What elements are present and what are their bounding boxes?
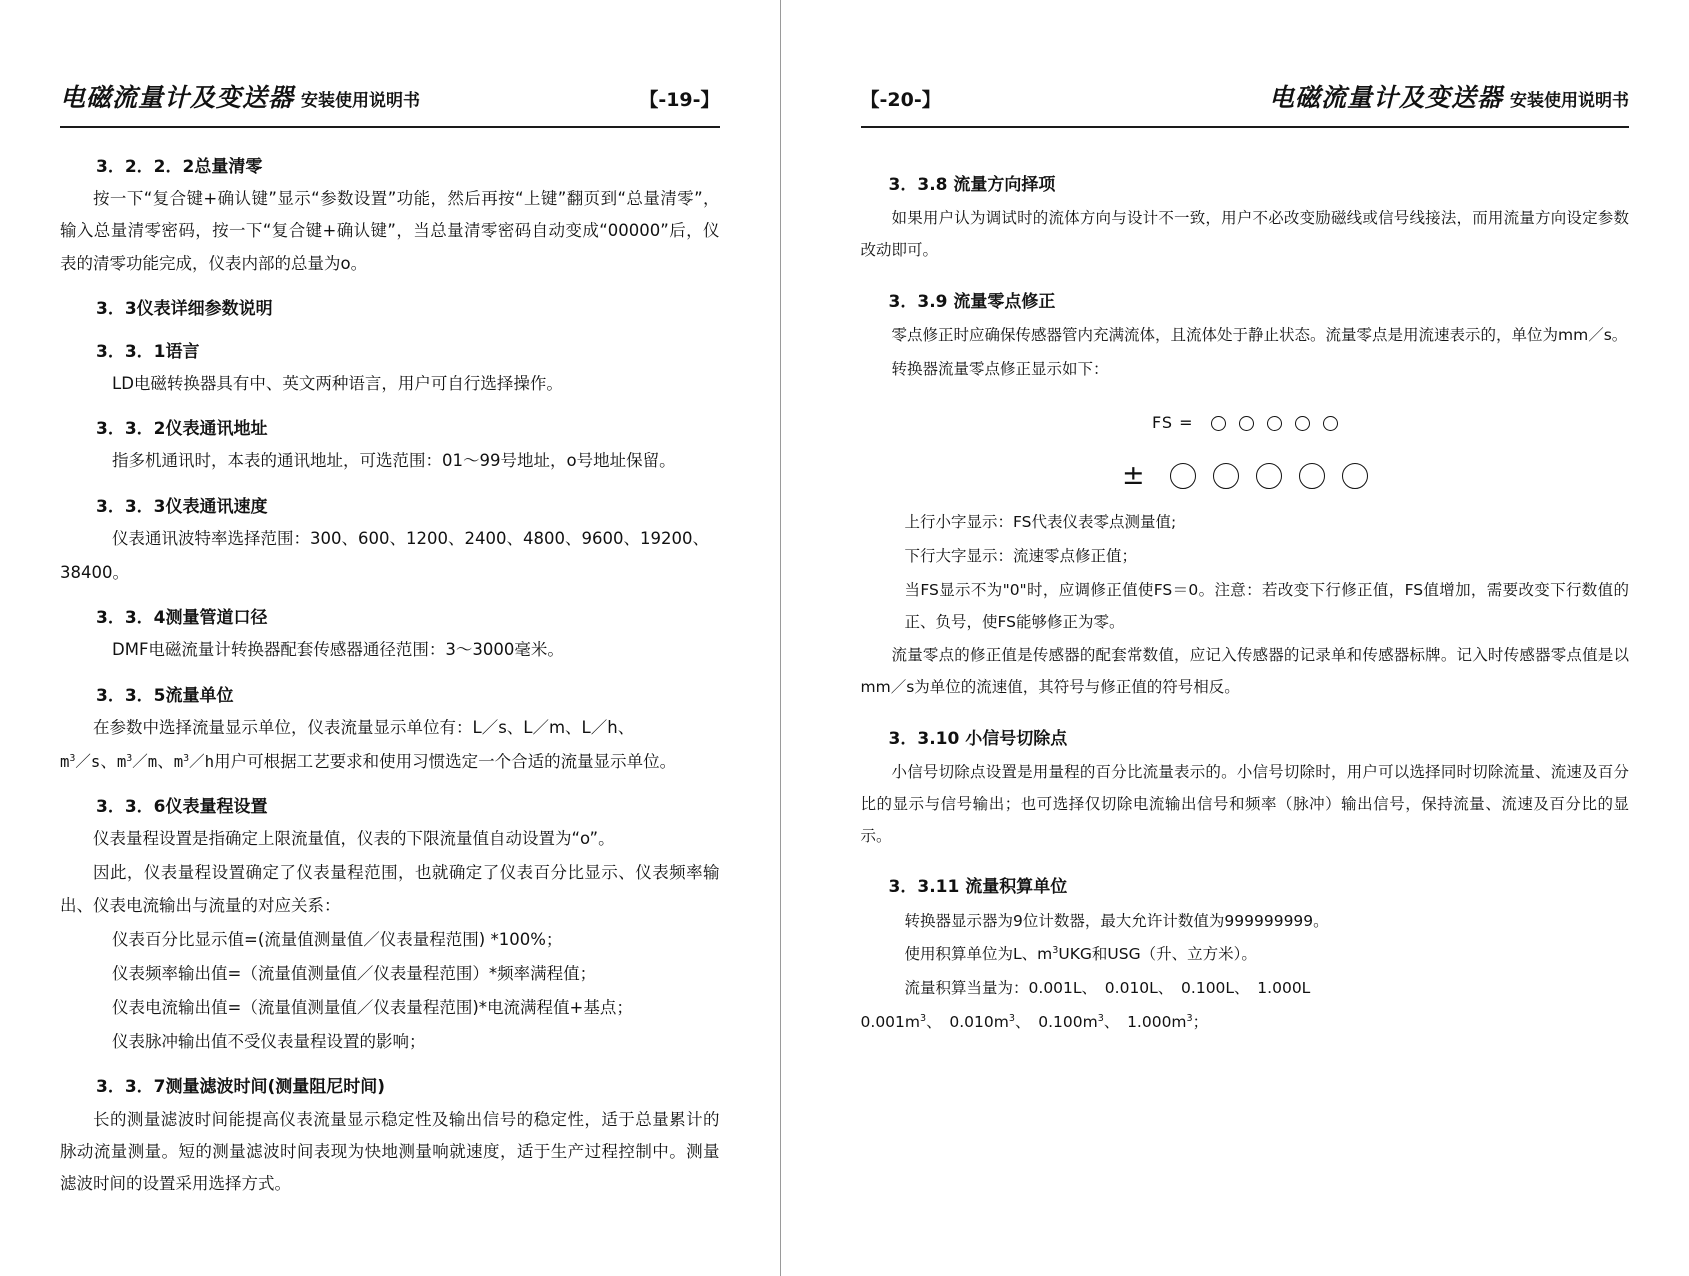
paragraph-totalizer-equivalents: 流量积算当量为：0.001L、 0.010L、 0.100L、 1.000L xyxy=(904,979,1311,998)
page-number-right: 【-20-】 xyxy=(860,89,941,111)
paragraph-small-signal-cutoff: 小信号切除点设置是用量程的百分比流量表示的。小信号切除时，用户可以选择同时切除流量、流速及百分比的显示与信号输出；也可选择仅切除电流输出信号和频率（脉冲）输出信号，保持流量、流速及百分比的显示。 xyxy=(860,763,1629,845)
formula-pulse-output: 仪表脉冲输出值不受仪表量程设置的影响； xyxy=(112,1032,426,1052)
superscript-3: 3 xyxy=(1186,1012,1193,1024)
paragraph-flow-unit-tail: 用户可根据工艺要求和使用习惯选定一个合适的流量显示单位。 xyxy=(214,751,677,771)
formula-current-output: 仪表电流输出值=（流量值测量值／仪表量程范围)*电流满程值+基点； xyxy=(112,998,633,1018)
page-left xyxy=(0,0,780,1276)
paragraph-comm-address: 指多机通讯时，本表的通讯地址，可选范围：01～99号地址，o号地址保留。 xyxy=(112,451,676,471)
paragraph-totalizer-counter: 转换器显示器为9位计数器，最大允许计数值为999999999。 xyxy=(904,911,1329,930)
plus-minus-sign: ± xyxy=(1121,460,1145,492)
zero-correction-display-figure xyxy=(861,407,1629,492)
paragraph-comm-speed: 仪表通讯波特率选择范围：300、600、1200、2400、4800、9600、19200、 xyxy=(112,528,709,548)
section-heading-3-3-5: 3．3．5流量单位 xyxy=(96,685,234,706)
paragraph-totalizer-units: 使用积算单位为L、$m^3UKG$和USG（升、立方米）。 xyxy=(904,945,1257,964)
paragraph-comm-speed-cont: 38400。 xyxy=(60,562,129,582)
paragraph-language: LD电磁转换器具有中、英文两种语言，用户可自行选择操作。 xyxy=(112,374,563,394)
section-heading-3-3-6: 3．3．6仪表量程设置 xyxy=(96,797,268,818)
section-heading-3-2-2-2: 3．2．2．2总量清零 xyxy=(96,157,263,177)
manual-subtitle-right: 安装使用说明书 xyxy=(1510,91,1629,111)
paragraph-total-reset: 按一下“复合键+确认键”显示“参数设置”功能，然后再按“上键”翻页到“总量清零”，输入总量清零密码，按一下“复合键+确认键”，当总量清零密码自动变成“00000”后，仪表的清零功能完成，仪表内部的总量为o。 xyxy=(60,189,720,273)
paragraph-zero-correction-2: 转换器流量零点修正显示如下： xyxy=(891,359,1109,378)
section-heading-3-3-1: 3．3．1语言 xyxy=(96,341,200,362)
section-heading-3-3-3: 3．3．3仪表通讯速度 xyxy=(96,496,268,517)
manual-title-right: 电磁流量计及变送器 xyxy=(1268,83,1503,112)
fs-label: FS = xyxy=(1151,413,1194,433)
superscript-3: 3 xyxy=(1052,945,1059,957)
paragraph-flow-unit: 在参数中选择流量显示单位，仪表流量显示单位有：L／s、L／m、L／h、 xyxy=(93,717,635,737)
manual-title: 电磁流量计及变送器 xyxy=(60,83,295,112)
correction-digit-placeholder xyxy=(1299,463,1325,489)
paragraph-flow-direction: 如果用户认为调试时的流体方向与设计不一致，用户不必改变励磁线或信号线接法，而用流量方向设定参数改动即可。 xyxy=(860,209,1629,259)
section-heading-3-3-11: 3．3.11 流量积算单位 xyxy=(888,877,1068,898)
section-heading-3-3-2: 3．3．2仪表通讯地址 xyxy=(96,419,268,440)
section-heading-3-3-10: 3．3.10 小信号切除点 xyxy=(888,728,1068,749)
fs-digit-placeholder xyxy=(1323,416,1338,431)
correction-digit-placeholder xyxy=(1213,463,1239,489)
section-heading-3-3-9: 3．3.9 流量零点修正 xyxy=(888,291,1056,312)
page-number-left: 【-19-】 xyxy=(639,89,720,111)
fs-digit-placeholder xyxy=(1239,416,1254,431)
section-heading-3-3: 3．3仪表详细参数说明 xyxy=(96,298,273,319)
fs-digit-placeholder xyxy=(1267,416,1282,431)
formula-frequency-output: 仪表频率输出值=（流量值测量值／仪表量程范围）*频率满程值； xyxy=(112,963,597,983)
correction-digit-placeholder xyxy=(1342,463,1368,489)
paragraph-pipe-diameter: DMF电磁流量计转换器配套传感器通径范围：3～3000毫米。 xyxy=(112,640,564,660)
range-formula-list xyxy=(60,924,720,1059)
fs-digit-placeholder xyxy=(1211,416,1226,431)
page-right-header xyxy=(861,78,1629,128)
zero-correction-row xyxy=(861,460,1629,492)
unit-m3-per-s: $m^3/s$ xyxy=(60,751,101,771)
note-fs-adjust: 当FS显示不为"0"时，应调修正值使FS＝0。注意：若改变下行修正值，FS值增加，需要改变下行数值的正、负号，使FS能够修正为零。 xyxy=(904,580,1629,631)
paragraph-zero-correction-1: 零点修正时应确保传感器管内充满流体，且流体处于静止状态。流量零点是用流速表示的，单位为mm／s。 xyxy=(891,325,1628,344)
superscript-3: 3 xyxy=(1097,1012,1104,1024)
correction-digit-placeholder xyxy=(1256,463,1282,489)
section-heading-3-3-7: 3．3．7测量滤波时间(测量阻尼时间) xyxy=(96,1077,386,1098)
paragraph-zero-correction-record: 流量零点的修正值是传感器的配套常数值，应记入传感器的记录单和传感器标牌。记入时传感器零点值是以mm／s为单位的流速值，其符号与修正值的符号相反。 xyxy=(860,646,1629,697)
superscript-3: 3 xyxy=(1008,1012,1015,1024)
formula-percent-display: 仪表百分比显示值=(流量值测量值／仪表量程范围) *100%； xyxy=(112,929,563,949)
unit-m3-per-h: $m^3/h$ xyxy=(173,751,215,771)
fs-measured-row xyxy=(861,407,1629,440)
page-right-body xyxy=(861,172,1629,1039)
manual-subtitle: 安装使用说明书 xyxy=(301,91,421,111)
unit-m3-per-m: $m^3/m$ xyxy=(116,751,158,771)
section-heading-3-3-4: 3．3．4测量管道口径 xyxy=(96,608,268,629)
paragraph-flow-unit-cont: $m^3/s$、$m^3/m$、$m^3/h$用户可根据工艺要求和使用习惯选定一个合适的流量显示单位。 xyxy=(60,751,677,771)
paragraph-range-setting-1: 仪表量程设置是指确定上限流量值，仪表的下限流量值自动设置为“o”。 xyxy=(93,829,615,849)
superscript-3: 3 xyxy=(920,1012,927,1024)
section-heading-3-3-8: 3．3.8 流量方向择项 xyxy=(888,175,1056,195)
correction-digit-placeholder xyxy=(1170,463,1196,489)
paragraph-filter-time: 长的测量滤波时间能提高仪表流量显示稳定性及输出信号的稳定性，适于总量累计的脉动流量测量。短的测量滤波时间表现为快地测量响就速度，适于生产过程控制中。测量滤波时间的设置采用选择方式。 xyxy=(60,1109,720,1193)
paragraph-range-setting-2: 因此，仪表量程设置确定了仪表量程范围，也就确定了仪表百分比显示、仪表频率输出、仪表电流输出与流量的对应关系： xyxy=(60,863,720,915)
page-left-body xyxy=(60,154,720,1200)
note-upper-small-display: 上行小字显示：FS代表仪表零点测量值; xyxy=(904,513,1177,532)
page-left-header xyxy=(60,78,720,128)
paragraph-totalizer-equivalents-m3: $0.001m^3$、 $0.010m^3$、 $0.100m^3$、 $1.000m^3$； xyxy=(860,1012,1209,1031)
page-right xyxy=(781,0,1689,1276)
note-lower-large-display: 下行大字显示：流速零点修正值； xyxy=(904,547,1138,565)
fs-digit-placeholder xyxy=(1295,416,1310,431)
